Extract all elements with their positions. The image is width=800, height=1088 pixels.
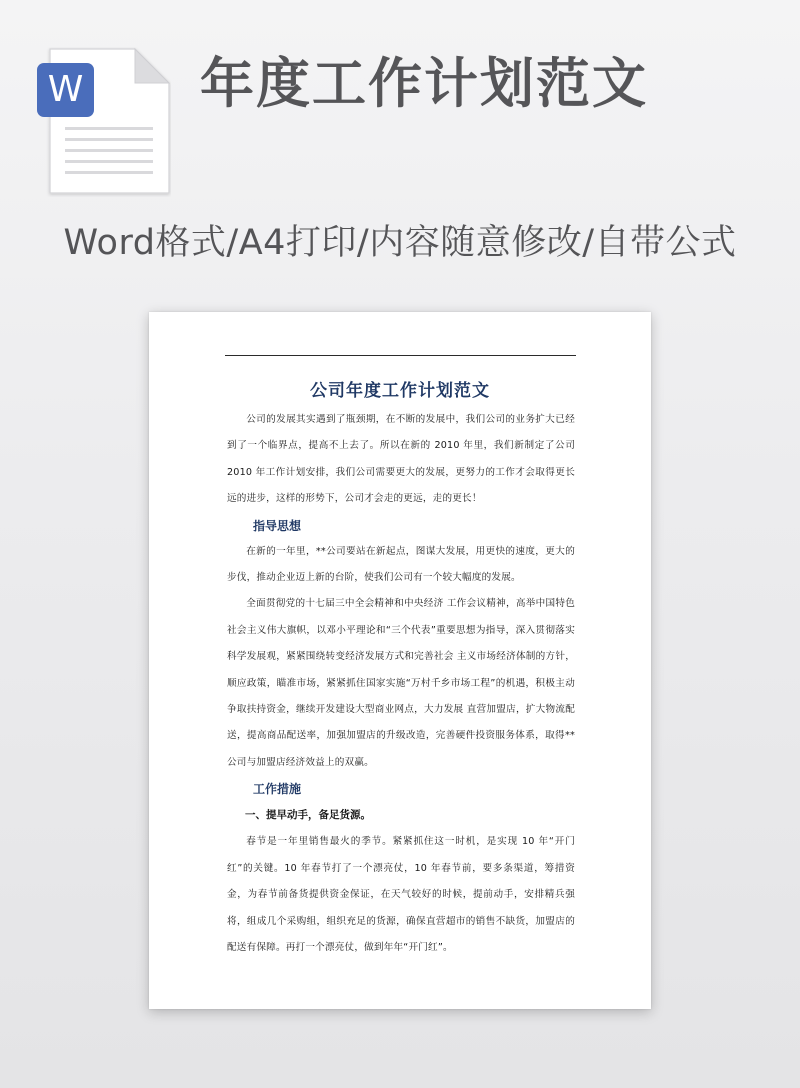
document-preview-page [149,312,651,1009]
page-title: 年度工作计划范文 [200,52,648,115]
word-letter-icon: W [47,69,84,110]
guiding-paragraph-2: 全面贯彻党的十七届三中全会精神和中央经济 工作会议精神，高举中国特色社会主义伟大旗帜，以邓小平理论和“三个代表”重要思想为指导，深入贯彻落实科学发展观，紧紧围绕转变经济发展方式和完善社会 主义市场经济体制的方针，顺应政策，瞄准市场，紧紧抓住国家实施“万村千乡市场工程”的机遇，积极主动争取扶持资金，继续开发建设大型商业网点，大力发展 直营加盟店，扩大物流配送，提高商品配送率，加强加盟店的升级改造，完善硬件投资服务体系，取得**公司与加盟店经济效益上的双赢。 [227,598,575,768]
section-heading-work-measures: 工作措施 [253,782,302,797]
intro-paragraph: 公司的发展其实遇到了瓶颈期，在不断的发展中，我们公司的业务扩大已经到了一个临界点，提高不上去了。所以在新的 2010 年里，我们新制定了公司 2010 年工作计划安排，我们公司需要更大的发展，更努力的工作才会取得更长远的进步，这样的形势下，公司才会走的更远，走的更长！ [227,414,575,505]
section-heading-guiding-ideology: 指导思想 [253,518,302,533]
guiding-paragraph-1: 在新的一年里，**公司要站在新起点，图谋大发展，用更快的速度，更大的步伐，推动企业迈上新的台阶，使我们公司有一个较大幅度的发展。 [227,545,575,584]
document-body [227,407,575,961]
header-rule [225,355,576,356]
document-title: 公司年度工作计划范文 [310,381,490,401]
measures-paragraph-1: 春节是一年里销售最火的季节。紧紧抓住这一时机，是实现 10 年“开门红”的关键。10 年春节打了一个漂亮仗，10 年春节前，要多条渠道，筹措资金，为春节前备货提供资金保证，在天气较好的时候，提前动手，安排精兵强将，组成几个采购组，组织充足的货源，确保直营超市的销售不缺货，加盟店的配送有保障。再打一个漂亮仗，做到年年“开门红”。 [227,836,575,953]
subheading-prepare-goods: 一、提早动手，备足货源。 [245,809,371,822]
word-document-icon [37,47,171,197]
page-subtitle: Word格式/A4打印/内容随意修改/自带公式 [63,223,737,263]
